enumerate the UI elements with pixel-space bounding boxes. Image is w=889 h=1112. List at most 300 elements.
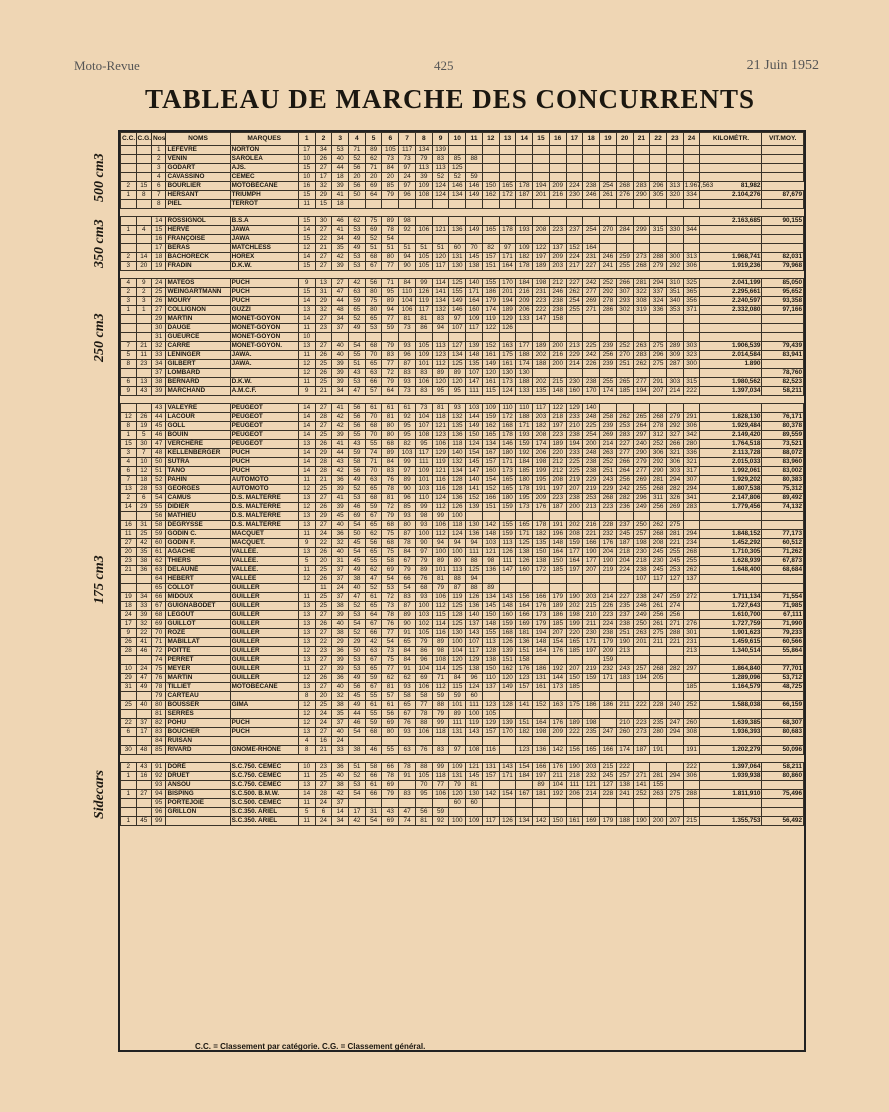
table-cell: 232	[600, 665, 617, 674]
table-cell: 2.147,806	[700, 494, 762, 503]
table-cell: 294	[683, 530, 700, 539]
table-cell: 219	[566, 476, 583, 485]
table-cell: 92	[432, 817, 449, 826]
table-cell: 68	[365, 342, 382, 351]
table-cell: 239	[600, 360, 617, 369]
table-cell: 106	[415, 378, 432, 387]
table-cell	[499, 575, 516, 584]
table-cell: 281	[650, 772, 667, 781]
table-cell	[666, 710, 683, 719]
table-cell: 52	[349, 315, 366, 324]
table-cell: 214	[600, 593, 617, 602]
table-cell: 80,860	[762, 772, 804, 781]
table-cell: 28	[121, 647, 137, 656]
table-cell	[762, 737, 804, 746]
table-cell	[683, 781, 700, 790]
table-cell: 255	[600, 378, 617, 387]
table-cell: 92	[399, 413, 416, 422]
table-cell: 67	[365, 512, 382, 521]
table-cell: 89	[382, 449, 399, 458]
table-cell: 268	[600, 494, 617, 503]
table-cell	[516, 333, 533, 342]
table-cell: 130	[449, 629, 466, 638]
table-cell: MABILLAT	[166, 638, 230, 647]
table-cell: 87	[399, 530, 416, 539]
table-cell: 264	[616, 467, 633, 476]
table-cell: 195	[533, 476, 550, 485]
table-cell: 60,566	[762, 638, 804, 647]
table-cell: 275	[666, 790, 683, 799]
table-cell	[700, 315, 762, 324]
table-cell: MONET-GOYON.	[230, 342, 298, 351]
table-cell: 1.906,539	[700, 342, 762, 351]
table-cell: 23	[121, 557, 137, 566]
table-cell: 15	[298, 288, 315, 297]
table-cell: 54	[349, 548, 366, 557]
table-cell: 277	[616, 449, 633, 458]
table-row	[121, 593, 804, 602]
table-cell: TERROT	[230, 200, 298, 209]
table-cell	[136, 656, 152, 665]
table-cell	[683, 674, 700, 683]
table-cell	[230, 369, 298, 378]
table-cell: 149	[466, 422, 483, 431]
table-cell: 268	[650, 530, 667, 539]
table-cell: 51	[349, 763, 366, 772]
table-cell: 297	[633, 431, 650, 440]
table-cell: 14	[121, 503, 137, 512]
table-cell	[466, 200, 483, 209]
table-cell: 288	[666, 629, 683, 638]
table-cell: 20	[315, 692, 332, 701]
table-cell: 39	[415, 173, 432, 182]
table-cell: 103	[415, 485, 432, 494]
table-cell	[533, 173, 550, 182]
table-cell: 2.015,033	[700, 458, 762, 467]
table-cell: 283	[683, 503, 700, 512]
table-row	[121, 674, 804, 683]
table-cell: 138	[466, 262, 483, 271]
table-cell: 213	[583, 503, 600, 512]
table-cell: MOTOBÉCANE	[230, 683, 298, 692]
table-cell: 13	[298, 728, 315, 737]
table-cell: 77,701	[762, 665, 804, 674]
table-cell	[466, 333, 483, 342]
table-cell: 100	[449, 638, 466, 647]
issue-date: 21 Juin 1952	[746, 58, 819, 73]
table-cell: KELLENBERGER	[166, 449, 230, 458]
table-cell: 174	[616, 746, 633, 755]
table-cell: 56	[349, 404, 366, 413]
table-cell: 75,312	[762, 485, 804, 494]
table-cell: 150	[549, 557, 566, 566]
table-cell: 70	[365, 351, 382, 360]
table-cell: MATEOS	[166, 279, 230, 288]
table-cell: 218	[566, 772, 583, 781]
table-cell: 11	[298, 476, 315, 485]
table-cell: 107	[449, 324, 466, 333]
table-cell: 22	[121, 719, 137, 728]
table-cell: 146	[499, 440, 516, 449]
table-cell: 193	[516, 226, 533, 235]
table-cell: 101	[449, 701, 466, 710]
table-cell: 96	[152, 808, 166, 817]
table-cell: 41	[332, 191, 349, 200]
table-cell: 161	[482, 378, 499, 387]
table-cell: 38	[332, 629, 349, 638]
table-cell: 106	[432, 790, 449, 799]
table-cell: 67	[399, 557, 416, 566]
table-cell: 81	[432, 575, 449, 584]
table-cell: 75,496	[762, 790, 804, 799]
table-cell: 278	[650, 422, 667, 431]
table-cell: 286	[600, 306, 617, 315]
table-cell	[666, 324, 683, 333]
table-cell	[762, 584, 804, 593]
table-cell: 27	[315, 521, 332, 530]
table-cell: 209	[549, 728, 566, 737]
table-cell: GUILLER	[230, 611, 298, 620]
table-cell: 111	[466, 701, 483, 710]
table-cell	[516, 584, 533, 593]
table-cell: 320	[666, 191, 683, 200]
table-cell: 1.628,939	[700, 557, 762, 566]
table-cell: 238	[583, 458, 600, 467]
table-cell: 93	[449, 404, 466, 413]
table-cell: 185	[516, 467, 533, 476]
table-cell	[533, 200, 550, 209]
table-cell: 18	[152, 253, 166, 262]
table-cell: 125	[516, 539, 533, 548]
table-cell: 171	[583, 638, 600, 647]
table-cell	[449, 737, 466, 746]
table-cell	[616, 324, 633, 333]
table-cell: 131	[449, 772, 466, 781]
table-cell: 22	[136, 629, 152, 638]
table-cell: 224	[566, 182, 583, 191]
table-cell: 178	[499, 431, 516, 440]
table-cell: 55	[349, 351, 366, 360]
table-cell: 50	[152, 458, 166, 467]
table-cell: BOURLIER	[166, 182, 230, 191]
table-cell: 224	[566, 253, 583, 262]
table-cell: 70	[365, 431, 382, 440]
table-cell: 223	[549, 494, 566, 503]
table-cell	[700, 146, 762, 155]
table-cell	[633, 200, 650, 209]
table-cell: 44	[349, 710, 366, 719]
table-cell: 222	[533, 306, 550, 315]
column-header: 17	[566, 133, 583, 146]
table-cell: 31	[136, 521, 152, 530]
table-cell: 21	[315, 387, 332, 396]
table-cell: 177	[516, 342, 533, 351]
table-cell: 204	[600, 548, 617, 557]
table-cell: 1.588,038	[700, 701, 762, 710]
table-cell: GIMA	[230, 701, 298, 710]
table-cell: 262	[650, 521, 667, 530]
table-cell	[616, 200, 633, 209]
table-cell: 261	[600, 191, 617, 200]
table-cell: 143	[466, 629, 483, 638]
table-cell: 26	[315, 440, 332, 449]
table-cell: 77	[382, 360, 399, 369]
table-cell: CARRÉ	[166, 342, 230, 351]
table-cell: 98	[399, 217, 416, 226]
table-cell: 106	[432, 593, 449, 602]
table-cell: 212	[549, 279, 566, 288]
table-cell: 2.332,080	[700, 306, 762, 315]
table-cell	[399, 333, 416, 342]
table-cell: 53	[152, 485, 166, 494]
table-cell	[516, 146, 533, 155]
table-cell: 13	[298, 440, 315, 449]
table-cell: 73	[382, 155, 399, 164]
table-cell: 13	[136, 378, 152, 387]
table-cell: 26	[315, 620, 332, 629]
table-cell: 218	[616, 548, 633, 557]
table-cell: 1.727,759	[700, 620, 762, 629]
table-cell: 159	[482, 413, 499, 422]
table-cell: 237	[616, 521, 633, 530]
table-cell: 208	[533, 431, 550, 440]
table-cell: 100	[415, 602, 432, 611]
table-cell: 68,684	[762, 566, 804, 575]
table-cell: COLLIGNON	[166, 306, 230, 315]
table-cell: 122	[533, 244, 550, 253]
table-cell: DRUET	[166, 772, 230, 781]
table-cell: 53	[365, 324, 382, 333]
table-cell	[121, 369, 137, 378]
table-cell: 67	[365, 262, 382, 271]
table-cell: 44	[152, 413, 166, 422]
table-cell: 188	[516, 413, 533, 422]
table-cell: 19	[136, 422, 152, 431]
table-cell: 26	[315, 503, 332, 512]
column-header: 24	[683, 133, 700, 146]
table-cell: 53	[332, 146, 349, 155]
table-cell	[700, 521, 762, 530]
table-cell: 144	[466, 413, 483, 422]
table-cell: 100	[449, 512, 466, 521]
table-cell: 104	[449, 647, 466, 656]
table-cell: 109	[415, 467, 432, 476]
column-header: NOMS	[166, 133, 230, 146]
table-cell: 186	[482, 288, 499, 297]
table-cell: 236	[616, 503, 633, 512]
table-cell: 204	[616, 557, 633, 566]
table-cell: 2.240,597	[700, 297, 762, 306]
table-cell: 118	[432, 728, 449, 737]
table-cell	[121, 404, 137, 413]
table-cell: 252	[600, 279, 617, 288]
table-cell: 25	[315, 593, 332, 602]
table-row	[121, 763, 804, 772]
table-cell: 79,968	[762, 262, 804, 271]
table-cell: 13	[315, 279, 332, 288]
table-cell: 262	[616, 413, 633, 422]
table-cell: 261	[650, 602, 667, 611]
table-cell: 187	[516, 191, 533, 200]
table-row	[121, 404, 804, 413]
table-cell: 36	[332, 647, 349, 656]
table-cell: 216	[583, 521, 600, 530]
table-cell: 111	[466, 548, 483, 557]
table-cell: 217	[566, 262, 583, 271]
table-cell	[533, 799, 550, 808]
table-cell: 125	[466, 566, 483, 575]
table-cell: GUILLOT	[166, 620, 230, 629]
table-cell: 223	[549, 431, 566, 440]
table-cell: 43	[382, 808, 399, 817]
table-cell: 196	[549, 530, 566, 539]
table-cell	[762, 235, 804, 244]
table-cell: GUILLER	[230, 629, 298, 638]
table-cell: 13	[298, 521, 315, 530]
table-cell: 61	[399, 404, 416, 413]
table-cell: 60	[466, 799, 483, 808]
table-cell: 112	[432, 503, 449, 512]
table-cell: 202	[566, 521, 583, 530]
table-cell: 6	[121, 378, 137, 387]
table-cell	[549, 155, 566, 164]
table-cell	[533, 235, 550, 244]
table-cell: 77	[382, 629, 399, 638]
table-cell: 198	[533, 279, 550, 288]
table-cell: 169	[516, 620, 533, 629]
table-cell	[616, 235, 633, 244]
table-cell: 11	[298, 530, 315, 539]
table-cell: 178	[499, 226, 516, 235]
table-cell: 39	[332, 182, 349, 191]
table-cell: 190	[566, 763, 583, 772]
table-cell	[633, 369, 650, 378]
table-cell: 240	[666, 701, 683, 710]
table-cell	[633, 808, 650, 817]
table-cell	[566, 315, 583, 324]
table-cell: 71,985	[762, 602, 804, 611]
table-cell: 208	[549, 476, 566, 485]
table-cell	[549, 164, 566, 173]
table-cell	[666, 683, 683, 692]
table-cell: 164	[499, 262, 516, 271]
table-cell: 290	[633, 449, 650, 458]
table-cell: 160	[482, 467, 499, 476]
table-cell: 97	[399, 467, 416, 476]
table-cell: 136	[533, 746, 550, 755]
table-cell	[600, 799, 617, 808]
table-cell	[549, 333, 566, 342]
table-cell: 126	[499, 548, 516, 557]
table-cell: 31	[365, 808, 382, 817]
table-cell: 235	[650, 719, 667, 728]
table-cell: PERRET	[166, 656, 230, 665]
table-cell: 79	[415, 557, 432, 566]
table-cell: 257	[633, 530, 650, 539]
table-cell: 190	[600, 557, 617, 566]
table-cell: 31	[121, 683, 137, 692]
table-cell: 1.929,202	[700, 476, 762, 485]
table-cell: 262	[633, 360, 650, 369]
table-cell	[683, 737, 700, 746]
table-cell: 157	[516, 683, 533, 692]
table-cell: 11	[298, 593, 315, 602]
table-cell	[683, 584, 700, 593]
table-cell: 36	[332, 674, 349, 683]
table-cell: 82	[152, 719, 166, 728]
table-cell: 65	[365, 485, 382, 494]
table-cell: 303	[683, 342, 700, 351]
table-cell: 53	[349, 494, 366, 503]
table-cell: 251	[616, 360, 633, 369]
table-cell: 47	[365, 575, 382, 584]
table-cell: 148	[466, 351, 483, 360]
table-cell: 310	[666, 279, 683, 288]
table-cell: 7	[152, 191, 166, 200]
table-cell: 68	[382, 539, 399, 548]
table-cell: 123	[516, 746, 533, 755]
table-cell: 27	[315, 422, 332, 431]
table-cell: 238	[566, 494, 583, 503]
column-header: C.G.	[136, 133, 152, 146]
table-cell: 279	[633, 458, 650, 467]
table-cell	[136, 146, 152, 155]
table-cell: GUILLER	[230, 593, 298, 602]
table-cell: 60	[449, 244, 466, 253]
table-cell: 71	[365, 164, 382, 173]
table-cell: 55	[152, 503, 166, 512]
table-cell: 93	[415, 521, 432, 530]
table-cell: 185	[549, 620, 566, 629]
table-cell: 45	[136, 817, 152, 826]
table-row	[121, 737, 804, 746]
table-cell: 126	[499, 324, 516, 333]
table-cell: 134	[482, 440, 499, 449]
page-title: TABLEAU DE MARCHE DES CONCURRENTS	[144, 84, 756, 114]
table-cell: 194	[499, 297, 516, 306]
table-cell	[700, 226, 762, 235]
table-cell: 181	[533, 790, 550, 799]
table-cell: 2	[152, 155, 166, 164]
table-cell	[230, 737, 298, 746]
table-cell	[650, 737, 667, 746]
table-cell: 160	[499, 611, 516, 620]
table-cell: 306	[683, 262, 700, 271]
table-cell: 274	[666, 602, 683, 611]
table-cell: 124	[432, 494, 449, 503]
table-cell	[633, 710, 650, 719]
table-cell	[432, 200, 449, 209]
table-cell: 39	[332, 503, 349, 512]
table-cell	[762, 155, 804, 164]
table-cell: 109	[482, 404, 499, 413]
table-cell: 120	[482, 369, 499, 378]
table-cell	[583, 173, 600, 182]
table-cell: 8	[298, 692, 315, 701]
table-row	[121, 817, 804, 826]
table-cell: 242	[583, 279, 600, 288]
table-cell: 27	[315, 315, 332, 324]
table-cell: 124	[432, 182, 449, 191]
table-row	[121, 164, 804, 173]
table-cell: 126	[516, 557, 533, 566]
table-cell: 58	[349, 458, 366, 467]
table-cell: 173	[499, 467, 516, 476]
table-cell: 68	[365, 494, 382, 503]
table-cell: 182	[516, 253, 533, 262]
table-cell: 40	[349, 584, 366, 593]
table-cell: 50	[349, 647, 366, 656]
